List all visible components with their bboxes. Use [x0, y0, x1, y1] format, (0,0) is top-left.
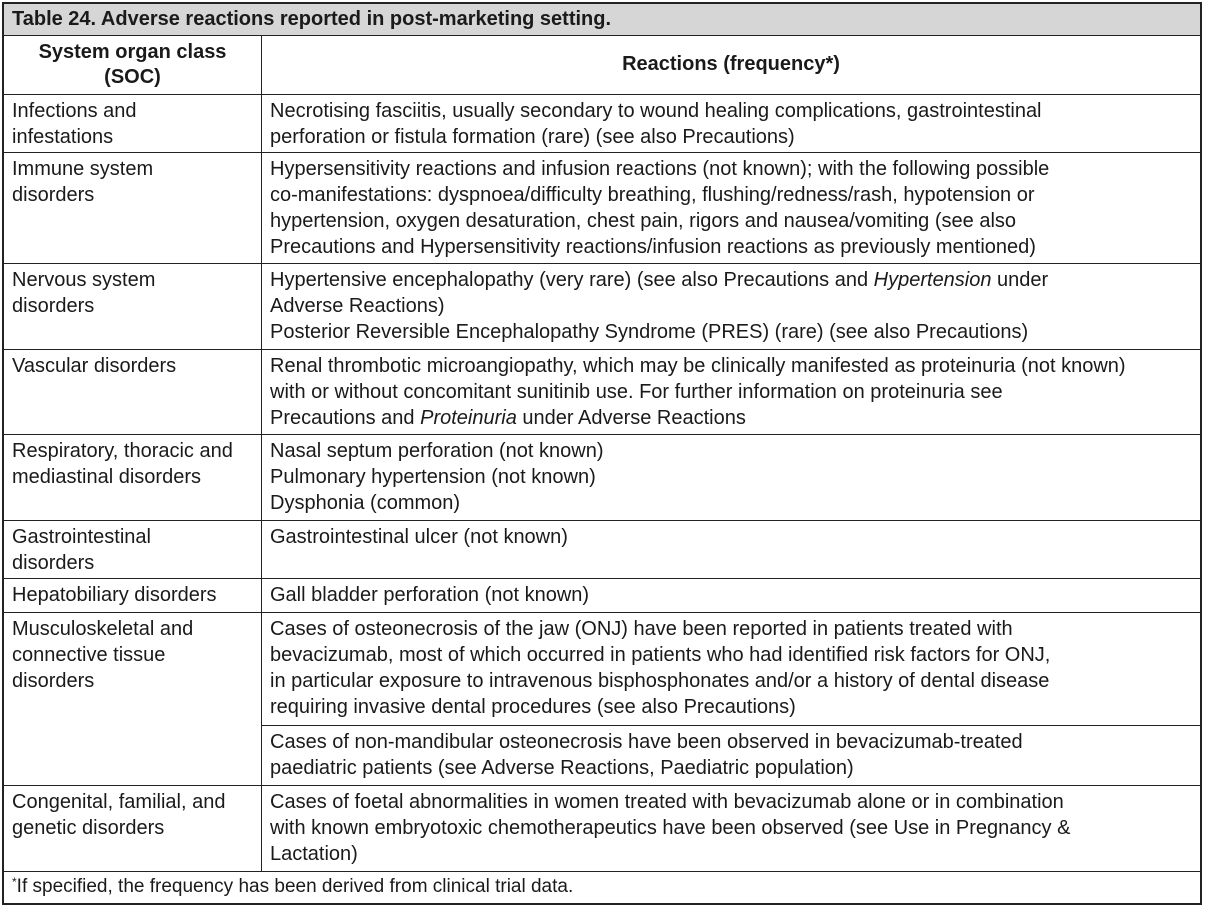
reaction-line: bevacizumab, most of which occurred in patients who had identified risk factors for ONJ, — [270, 643, 1051, 666]
reaction-line — [270, 267, 1192, 293]
reaction-emphasis: Proteinuria — [420, 406, 517, 429]
header-soc — [4, 36, 262, 94]
soc-line: genetic disorders — [12, 817, 165, 840]
soc-cell — [4, 612, 262, 785]
table-row — [4, 520, 1201, 578]
reaction-line: in particular exposure to intravenous bisphosphonates and/or a history of dental disease — [270, 669, 1050, 692]
reactions-cell — [262, 435, 1201, 521]
reaction-line: perforation or fistula formation (rare) (see also Precautions) — [270, 125, 795, 148]
table-row — [4, 264, 1201, 350]
reaction-line: Necrotising fasciitis, usually secondary to wound healing complications, gastrointestinal — [270, 99, 1042, 122]
header-reactions: Reactions (frequency*) — [262, 36, 1201, 94]
reaction-line: paediatric patients (see Adverse Reactions, Paediatric population) — [270, 756, 854, 779]
reaction-line: Renal thrombotic microangiopathy, which may be clinically manifested as proteinuria (not known) — [270, 354, 1126, 377]
reaction-line: Gastrointestinal ulcer (not known) — [270, 525, 568, 548]
reaction-line: Cases of osteonecrosis of the jaw (ONJ) have been reported in patients treated with — [270, 617, 1013, 640]
soc-line: Infections and — [12, 99, 137, 122]
reaction-text: Hypertensive encephalopathy (very rare) (see also Precautions and — [270, 269, 874, 292]
reaction-line: Cases of non-mandibular osteonecrosis have been observed in bevacizumab-treated — [270, 730, 1023, 753]
reaction-line: Posterior Reversible Encephalopathy Syndrome (PRES) (rare) (see also Precautions) — [270, 321, 1029, 344]
reactions-cell — [262, 520, 1201, 578]
table-row — [4, 435, 1201, 521]
adverse-reactions-table — [3, 3, 1201, 904]
soc-cell — [4, 435, 262, 521]
reaction-line: with or without concomitant sunitinib use. For further information on proteinuria see — [270, 380, 1003, 403]
reaction-text: Precautions and — [270, 406, 421, 429]
reactions-cell — [262, 725, 1201, 785]
soc-line: infestations — [12, 125, 114, 148]
reactions-cell — [262, 349, 1201, 435]
reactions-cell — [262, 612, 1201, 725]
reaction-line: Hypersensitivity reactions and infusion reactions (not known); with the following possible — [270, 158, 1050, 181]
footnote-row — [4, 871, 1201, 903]
reaction-emphasis: Hypertension — [873, 269, 992, 292]
table-row — [4, 612, 1201, 725]
reaction-text: under — [991, 269, 1049, 292]
reaction-line: Gall bladder perforation (not known) — [270, 584, 590, 607]
soc-line: Congenital, familial, and — [12, 791, 226, 814]
table-row — [4, 94, 1201, 152]
reaction-line: Pulmonary hypertension (not known) — [270, 466, 596, 489]
header-soc-line: (SOC) — [104, 65, 161, 88]
soc-line: mediastinal disorders — [12, 466, 201, 489]
soc-line: Nervous system — [12, 269, 156, 292]
soc-line: Respiratory, thoracic and — [12, 440, 233, 463]
soc-line: disorders — [12, 184, 95, 207]
soc-cell — [4, 94, 262, 152]
caption-row — [4, 4, 1201, 36]
reaction-line: hypertension, oxygen desaturation, chest pain, rigors and nausea/vomiting (see also — [270, 210, 1017, 233]
soc-cell — [4, 349, 262, 435]
reaction-line: Precautions and Hypersensitivity reactions/infusion reactions as previously mentioned) — [270, 236, 1036, 259]
reaction-line: Cases of foetal abnormalities in women treated with bevacizumab alone or in combination — [270, 791, 1064, 814]
adverse-reactions-table-container — [2, 2, 1202, 905]
soc-line: Hepatobiliary disorders — [12, 584, 217, 607]
soc-line: Immune system — [12, 158, 154, 181]
footnote-text: If specified, the frequency has been derived from clinical trial data. — [16, 875, 574, 897]
reaction-line: Adverse Reactions) — [270, 295, 445, 318]
soc-line: disorders — [12, 551, 95, 574]
reactions-cell — [262, 786, 1201, 872]
soc-cell — [4, 264, 262, 350]
table-row — [4, 786, 1201, 872]
soc-cell — [4, 786, 262, 872]
soc-cell — [4, 579, 262, 612]
soc-line: Gastrointestinal — [12, 525, 151, 548]
reactions-cell — [262, 94, 1201, 152]
soc-line: disorders — [12, 295, 95, 318]
reaction-line — [270, 405, 1192, 431]
reaction-line: co-manifestations: dyspnoea/difficulty breathing, flushing/redness/rash, hypotension or — [270, 184, 1035, 207]
reactions-cell — [262, 264, 1201, 350]
table-row — [4, 579, 1201, 612]
reaction-line: requiring invasive dental procedures (see also Precautions) — [270, 695, 796, 718]
table-footnote — [4, 871, 1201, 903]
reaction-line: with known embryotoxic chemotherapeutics have been observed (see Use in Pregnancy & — [270, 817, 1071, 840]
reaction-text: under Adverse Reactions — [516, 406, 746, 429]
soc-cell — [4, 520, 262, 578]
soc-cell — [4, 153, 262, 264]
soc-line: Musculoskeletal and — [12, 617, 194, 640]
reaction-line: Nasal septum perforation (not known) — [270, 440, 604, 463]
reaction-line: Lactation) — [270, 843, 358, 866]
footnote-marker: * — [12, 874, 17, 889]
header-soc-line: System organ class — [38, 40, 227, 63]
reaction-line: Dysphonia (common) — [270, 492, 461, 515]
reactions-cell — [262, 153, 1201, 264]
header-row — [4, 36, 1201, 94]
table-caption: Table 24. Adverse reactions reported in post-marketing setting. — [4, 4, 1201, 36]
soc-line: connective tissue — [12, 643, 166, 666]
reactions-cell — [262, 579, 1201, 612]
table-row — [4, 349, 1201, 435]
table-row — [4, 153, 1201, 264]
soc-line: disorders — [12, 669, 95, 692]
soc-line: Vascular disorders — [12, 354, 177, 377]
